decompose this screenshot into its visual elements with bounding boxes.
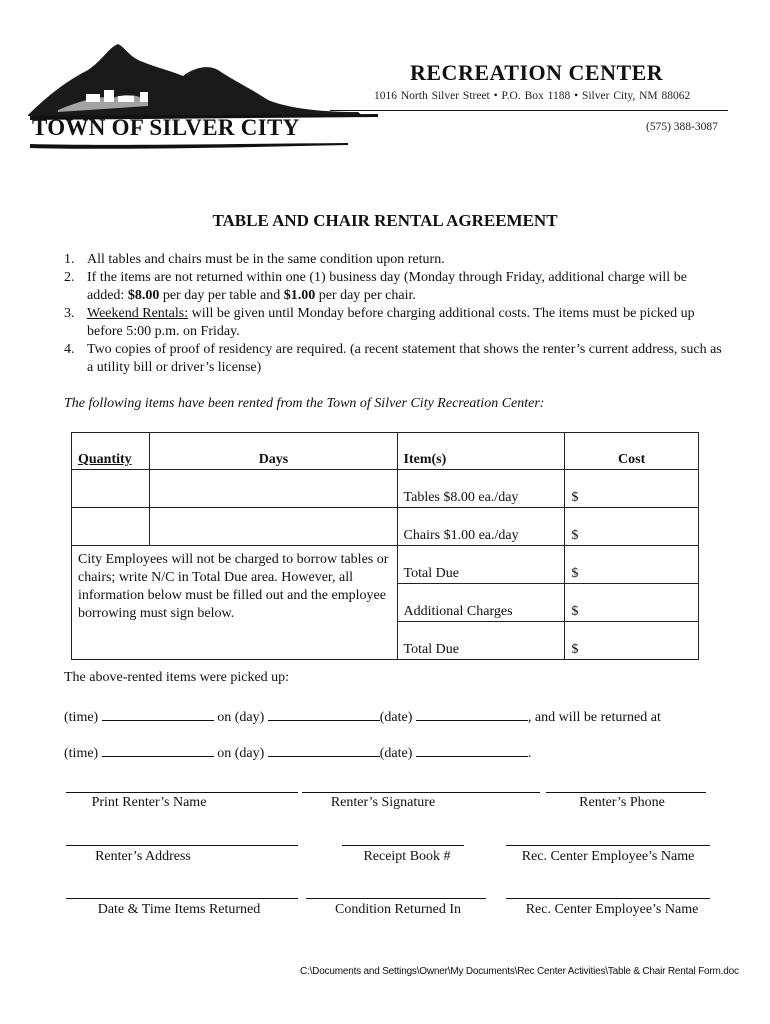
pickup-line: (time) on (day) (date) , and will be returned at [64, 706, 661, 726]
tables-cost-cell[interactable]: $ [565, 470, 699, 508]
date-returned-label: Date & Time Items Returned [97, 902, 261, 917]
condition-returned-label: Condition Returned In [335, 902, 461, 917]
renter-address-label: Renter’s Address [95, 849, 191, 864]
rental-intro: The following items have been rented from the Town of Silver City Recreation Center: [64, 396, 545, 411]
chairs-quantity-cell[interactable] [72, 508, 150, 546]
total-due-cost-cell[interactable]: $ [565, 546, 699, 584]
table-row [72, 470, 699, 508]
pickup-date-field[interactable] [416, 706, 528, 721]
tables-quantity-cell[interactable] [72, 470, 150, 508]
rules-list [64, 251, 724, 377]
return-date-field[interactable] [416, 742, 528, 757]
return-line: (time) on (day) (date) . [64, 742, 531, 762]
return-time-field[interactable] [102, 742, 214, 757]
file-path-footer: C:\Documents and Settings\Owner\My Documents\Rec Center Activities\Table & Chair Rental Form.doc [300, 966, 739, 977]
date-returned-line[interactable] [66, 898, 298, 899]
days-header: Days [150, 433, 397, 470]
renter-name-line[interactable] [66, 792, 298, 793]
renter-signature-label: Renter’s Signature [330, 795, 436, 810]
employee-name-2-line[interactable] [506, 898, 710, 899]
letterhead-address: 1016 North Silver Street • P.O. Box 1188 • Silver City, NM 88062 [374, 90, 691, 102]
rental-table [71, 432, 699, 660]
letterhead-phone: (575) 388-3087 [646, 121, 718, 133]
table-row [72, 546, 699, 584]
additional-charges-cost-cell[interactable]: $ [565, 584, 699, 622]
renter-name-label: Print Renter’s Name [91, 795, 207, 810]
letterhead-town: TOWN OF SILVER CITY [32, 115, 300, 140]
employee-name-2-label: Rec. Center Employee’s Name [525, 902, 699, 917]
chairs-cost-cell[interactable]: $ [565, 508, 699, 546]
total-due-label: Total Due [397, 546, 565, 584]
table-row [72, 508, 699, 546]
final-total-due-cost-cell[interactable]: $ [565, 622, 699, 660]
letterhead-divider [330, 110, 728, 111]
table-header-row [72, 433, 699, 470]
tables-days-cell[interactable] [150, 470, 397, 508]
rule-item: 4. Two copies of proof of residency are required. (a recent statement that shows the renter’s current address, such as a utility bill or driver’s license) [64, 342, 722, 375]
items-header: Item(s) [397, 433, 565, 470]
receipt-book-label: Receipt Book # [363, 849, 451, 864]
rule-item: 2. If the items are not returned within one (1) business day (Monday through Friday, additional charge will be added: $8.00 per day per table and $1.00 per day per chair. [64, 270, 687, 303]
pickup-time-field[interactable] [102, 706, 214, 721]
additional-charges-label: Additional Charges [397, 584, 565, 622]
employee-note: City Employees will not be charged to borrow tables or chairs; write N/C in Total Due area. However, all information below must be filled out and the employee borrowing must sign below. [72, 546, 398, 660]
renter-phone-label: Renter’s Phone [579, 795, 665, 810]
employee-name-label: Rec. Center Employee’s Name [521, 849, 695, 864]
condition-returned-line[interactable] [306, 898, 486, 899]
cost-header: Cost [565, 433, 699, 470]
tables-item-label: Tables $8.00 ea./day [397, 470, 565, 508]
rule-item: 1. All tables and chairs must be in the same condition upon return. [64, 252, 445, 267]
quantity-header: Quantity [78, 452, 132, 467]
renter-phone-line[interactable] [546, 792, 706, 793]
employee-name-line[interactable] [506, 845, 710, 846]
pickup-intro: The above-rented items were picked up: [64, 670, 290, 685]
chairs-days-cell[interactable] [150, 508, 397, 546]
document-title: TABLE AND CHAIR RENTAL AGREEMENT [212, 211, 558, 230]
return-day-field[interactable] [268, 742, 380, 757]
pickup-day-field[interactable] [268, 706, 380, 721]
receipt-book-line[interactable] [342, 845, 464, 846]
rule-item: 3. Weekend Rentals: will be given until Monday before charging additional costs. The items must be picked up before 5:00 p.m. on Friday. [64, 306, 695, 339]
final-total-due-label: Total Due [397, 622, 565, 660]
renter-signature-line[interactable] [302, 792, 540, 793]
chairs-item-label: Chairs $1.00 ea./day [397, 508, 565, 546]
renter-address-line[interactable] [66, 845, 298, 846]
letterhead-title: RECREATION CENTER [410, 60, 664, 85]
town-logo-mountains [18, 40, 378, 160]
